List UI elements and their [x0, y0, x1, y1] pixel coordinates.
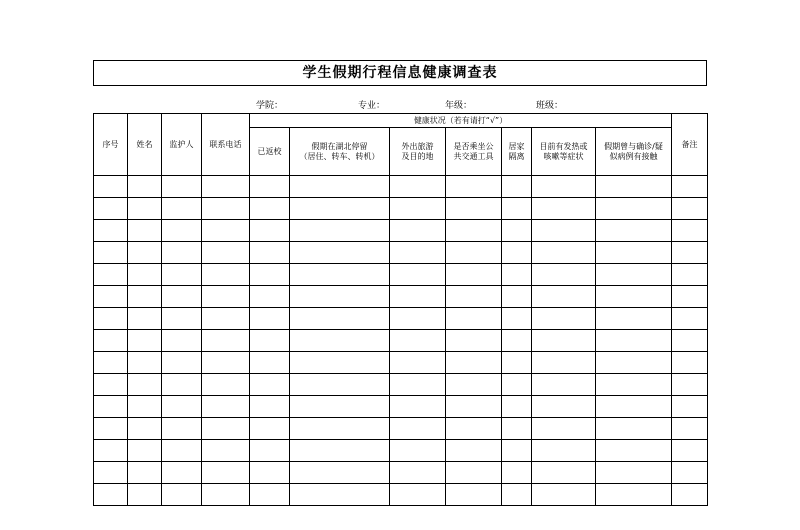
table-cell-fever_cough[interactable] [532, 330, 596, 352]
table-cell-hubei_stay[interactable] [290, 352, 390, 374]
table-cell-public_transport[interactable] [446, 242, 502, 264]
table-row [94, 198, 708, 220]
column-header-hubei-stay-label: 假期在湖北停留 （居住、转车、转机） [299, 141, 380, 161]
table-cell-contact_case[interactable] [596, 462, 672, 484]
table-cell-home_quarantine[interactable] [502, 462, 532, 484]
table-cell-returned[interactable] [250, 242, 290, 264]
table-cell-seq[interactable] [94, 264, 128, 286]
table-cell-travel[interactable] [390, 198, 446, 220]
table-cell-home_quarantine[interactable] [502, 198, 532, 220]
table-cell-contact_case[interactable] [596, 220, 672, 242]
table-cell-fever_cough[interactable] [532, 220, 596, 242]
table-cell-hubei_stay[interactable] [290, 418, 390, 440]
table-cell-home_quarantine[interactable] [502, 286, 532, 308]
table-cell-home_quarantine[interactable] [502, 484, 532, 506]
table-cell-guardian[interactable] [162, 396, 202, 418]
table-cell-name[interactable] [128, 352, 162, 374]
table-cell-public_transport[interactable] [446, 176, 502, 198]
column-header-contact-case [596, 128, 672, 176]
table-cell-contact_case[interactable] [596, 484, 672, 506]
table-cell-remark[interactable] [672, 440, 708, 462]
table-cell-hubei_stay[interactable] [290, 198, 390, 220]
table-cell-hubei_stay[interactable] [290, 308, 390, 330]
table-cell-name[interactable] [128, 242, 162, 264]
page-title: 学生假期行程信息健康调查表 [302, 65, 498, 81]
table-row [94, 418, 708, 440]
table-row [94, 176, 708, 198]
table-cell-home_quarantine[interactable] [502, 440, 532, 462]
table-cell-contact_case[interactable] [596, 396, 672, 418]
table-cell-remark[interactable] [672, 264, 708, 286]
table-cell-home_quarantine[interactable] [502, 330, 532, 352]
table-cell-seq[interactable] [94, 286, 128, 308]
table-cell-hubei_stay[interactable] [290, 440, 390, 462]
table-cell-travel[interactable] [390, 418, 446, 440]
table-cell-home_quarantine[interactable] [502, 418, 532, 440]
table-cell-phone[interactable] [202, 198, 250, 220]
table-cell-phone[interactable] [202, 462, 250, 484]
table-cell-hubei_stay[interactable] [290, 396, 390, 418]
table-cell-seq[interactable] [94, 220, 128, 242]
table-cell-home_quarantine[interactable] [502, 220, 532, 242]
table-cell-name[interactable] [128, 330, 162, 352]
table-cell-fever_cough[interactable] [532, 462, 596, 484]
table-cell-fever_cough[interactable] [532, 484, 596, 506]
table-cell-name[interactable] [128, 286, 162, 308]
table-row [94, 396, 708, 418]
column-header-travel-label: 外出旅游 及目的地 [401, 141, 434, 161]
table-cell-remark[interactable] [672, 374, 708, 396]
table-cell-hubei_stay[interactable] [290, 484, 390, 506]
table-cell-guardian[interactable] [162, 220, 202, 242]
table-cell-remark[interactable] [672, 484, 708, 506]
table-cell-returned[interactable] [250, 308, 290, 330]
table-cell-contact_case[interactable] [596, 374, 672, 396]
column-header-fever-cough [532, 128, 596, 176]
table-cell-public_transport[interactable] [446, 330, 502, 352]
table-cell-seq[interactable] [94, 176, 128, 198]
table-cell-name[interactable] [128, 264, 162, 286]
table-cell-phone[interactable] [202, 374, 250, 396]
table-cell-travel[interactable] [390, 484, 446, 506]
table-cell-phone[interactable] [202, 176, 250, 198]
table-cell-phone[interactable] [202, 396, 250, 418]
survey-table [93, 113, 708, 506]
table-cell-remark[interactable] [672, 462, 708, 484]
table-cell-remark[interactable] [672, 418, 708, 440]
table-cell-phone[interactable] [202, 242, 250, 264]
table-cell-hubei_stay[interactable] [290, 286, 390, 308]
table-cell-phone[interactable] [202, 484, 250, 506]
table-cell-contact_case[interactable] [596, 418, 672, 440]
table-cell-contact_case[interactable] [596, 440, 672, 462]
table-cell-home_quarantine[interactable] [502, 308, 532, 330]
table-cell-phone[interactable] [202, 440, 250, 462]
meta-field-college: 学院： [256, 100, 284, 111]
column-header-contact-case-label: 假期曾与确诊/疑 似病例有接触 [604, 141, 663, 161]
table-cell-travel[interactable] [390, 176, 446, 198]
table-cell-public_transport[interactable] [446, 308, 502, 330]
table-cell-name[interactable] [128, 462, 162, 484]
table-cell-contact_case[interactable] [596, 264, 672, 286]
table-cell-seq[interactable] [94, 374, 128, 396]
table-cell-public_transport[interactable] [446, 352, 502, 374]
table-cell-home_quarantine[interactable] [502, 396, 532, 418]
table-cell-public_transport[interactable] [446, 440, 502, 462]
table-cell-guardian[interactable] [162, 286, 202, 308]
table-cell-contact_case[interactable] [596, 330, 672, 352]
table-cell-contact_case[interactable] [596, 308, 672, 330]
table-cell-guardian[interactable] [162, 462, 202, 484]
column-header-phone: 联系电话 [202, 114, 250, 176]
column-header-name: 姓名 [128, 114, 162, 176]
table-cell-travel[interactable] [390, 462, 446, 484]
table-cell-travel[interactable] [390, 440, 446, 462]
table-row [94, 374, 708, 396]
column-header-returned-label: 已返校 [257, 146, 282, 156]
table-group-header-row [94, 114, 708, 128]
table-cell-fever_cough[interactable] [532, 242, 596, 264]
table-cell-seq[interactable] [94, 418, 128, 440]
table-row [94, 352, 708, 374]
table-cell-fever_cough[interactable] [532, 440, 596, 462]
table-cell-travel[interactable] [390, 242, 446, 264]
table-cell-hubei_stay[interactable] [290, 330, 390, 352]
table-cell-contact_case[interactable] [596, 286, 672, 308]
table-cell-name[interactable] [128, 484, 162, 506]
table-cell-phone[interactable] [202, 264, 250, 286]
table-row [94, 264, 708, 286]
table-row [94, 286, 708, 308]
table-cell-remark[interactable] [672, 242, 708, 264]
table-cell-returned[interactable] [250, 176, 290, 198]
table-cell-returned[interactable] [250, 286, 290, 308]
table-cell-travel[interactable] [390, 264, 446, 286]
table-cell-hubei_stay[interactable] [290, 264, 390, 286]
table-cell-returned[interactable] [250, 462, 290, 484]
table-cell-returned[interactable] [250, 484, 290, 506]
table-cell-fever_cough[interactable] [532, 176, 596, 198]
column-header-fever-cough-label: 目前有发热或 咳嗽等症状 [539, 141, 588, 161]
table-cell-seq[interactable] [94, 198, 128, 220]
table-cell-returned[interactable] [250, 264, 290, 286]
column-header-public-transport-label: 是否乘坐公 共交通工具 [453, 141, 494, 161]
table-cell-guardian[interactable] [162, 330, 202, 352]
table-row [94, 308, 708, 330]
table-cell-public_transport[interactable] [446, 374, 502, 396]
column-group-header-health: 健康状况（若有请打“√”） [250, 114, 672, 128]
table-cell-name[interactable] [128, 198, 162, 220]
table-cell-public_transport[interactable] [446, 286, 502, 308]
table-row [94, 462, 708, 484]
table-cell-returned[interactable] [250, 440, 290, 462]
table-cell-seq[interactable] [94, 484, 128, 506]
table-cell-phone[interactable] [202, 220, 250, 242]
table-cell-travel[interactable] [390, 286, 446, 308]
table-cell-returned[interactable] [250, 220, 290, 242]
table-cell-name[interactable] [128, 220, 162, 242]
table-cell-travel[interactable] [390, 308, 446, 330]
table-cell-home_quarantine[interactable] [502, 264, 532, 286]
table-cell-public_transport[interactable] [446, 418, 502, 440]
table-cell-seq[interactable] [94, 462, 128, 484]
table-cell-name[interactable] [128, 418, 162, 440]
table-cell-seq[interactable] [94, 308, 128, 330]
table-cell-guardian[interactable] [162, 374, 202, 396]
table-cell-home_quarantine[interactable] [502, 242, 532, 264]
document-title-box [93, 60, 707, 86]
table-cell-remark[interactable] [672, 352, 708, 374]
table-cell-returned[interactable] [250, 330, 290, 352]
table-row [94, 220, 708, 242]
meta-field-major: 专业： [358, 100, 386, 111]
table-cell-contact_case[interactable] [596, 176, 672, 198]
table-cell-guardian[interactable] [162, 308, 202, 330]
table-cell-phone[interactable] [202, 418, 250, 440]
table-row [94, 242, 708, 264]
table-cell-name[interactable] [128, 440, 162, 462]
table-cell-returned[interactable] [250, 396, 290, 418]
table-cell-name[interactable] [128, 176, 162, 198]
table-cell-public_transport[interactable] [446, 220, 502, 242]
table-cell-contact_case[interactable] [596, 198, 672, 220]
table-cell-fever_cough[interactable] [532, 352, 596, 374]
meta-field-row [93, 97, 707, 111]
table-cell-fever_cough[interactable] [532, 308, 596, 330]
column-header-seq: 序号 [94, 114, 128, 176]
table-cell-guardian[interactable] [162, 418, 202, 440]
table-cell-remark[interactable] [672, 198, 708, 220]
table-cell-seq[interactable] [94, 352, 128, 374]
table-cell-travel[interactable] [390, 396, 446, 418]
table-cell-name[interactable] [128, 308, 162, 330]
table-cell-returned[interactable] [250, 374, 290, 396]
table-cell-remark[interactable] [672, 220, 708, 242]
table-cell-public_transport[interactable] [446, 396, 502, 418]
table-cell-seq[interactable] [94, 330, 128, 352]
table-cell-returned[interactable] [250, 198, 290, 220]
table-cell-hubei_stay[interactable] [290, 176, 390, 198]
column-header-guardian: 监护人 [162, 114, 202, 176]
table-cell-travel[interactable] [390, 220, 446, 242]
table-cell-fever_cough[interactable] [532, 286, 596, 308]
table-cell-travel[interactable] [390, 374, 446, 396]
table-cell-travel[interactable] [390, 330, 446, 352]
table-cell-returned[interactable] [250, 418, 290, 440]
table-cell-guardian[interactable] [162, 176, 202, 198]
table-cell-home_quarantine[interactable] [502, 374, 532, 396]
table-cell-guardian[interactable] [162, 352, 202, 374]
table-cell-phone[interactable] [202, 330, 250, 352]
table-cell-remark[interactable] [672, 308, 708, 330]
table-cell-home_quarantine[interactable] [502, 176, 532, 198]
table-cell-public_transport[interactable] [446, 484, 502, 506]
table-cell-hubei_stay[interactable] [290, 462, 390, 484]
table-cell-guardian[interactable] [162, 264, 202, 286]
table-cell-name[interactable] [128, 374, 162, 396]
table-cell-fever_cough[interactable] [532, 396, 596, 418]
table-cell-seq[interactable] [94, 242, 128, 264]
table-cell-remark[interactable] [672, 330, 708, 352]
table-cell-phone[interactable] [202, 308, 250, 330]
table-cell-public_transport[interactable] [446, 264, 502, 286]
table-cell-phone[interactable] [202, 352, 250, 374]
table-cell-public_transport[interactable] [446, 462, 502, 484]
column-header-hubei-stay [290, 128, 390, 176]
table-cell-remark[interactable] [672, 396, 708, 418]
table-cell-travel[interactable] [390, 352, 446, 374]
table-row [94, 484, 708, 506]
table-cell-guardian[interactable] [162, 440, 202, 462]
table-cell-guardian[interactable] [162, 198, 202, 220]
table-cell-returned[interactable] [250, 352, 290, 374]
table-cell-remark[interactable] [672, 176, 708, 198]
meta-field-grade: 年级： [445, 100, 473, 111]
survey-table-body [94, 176, 708, 506]
table-cell-fever_cough[interactable] [532, 418, 596, 440]
table-cell-contact_case[interactable] [596, 352, 672, 374]
table-cell-seq[interactable] [94, 440, 128, 462]
table-cell-seq[interactable] [94, 396, 128, 418]
column-header-public-transport [446, 128, 502, 176]
table-cell-contact_case[interactable] [596, 242, 672, 264]
table-cell-public_transport[interactable] [446, 198, 502, 220]
table-row [94, 330, 708, 352]
table-cell-fever_cough[interactable] [532, 374, 596, 396]
table-row [94, 440, 708, 462]
table-cell-remark[interactable] [672, 286, 708, 308]
table-cell-hubei_stay[interactable] [290, 374, 390, 396]
column-header-home-quarantine-label: 居家 隔离 [508, 141, 525, 161]
column-header-remark: 备注 [672, 114, 708, 176]
table-cell-home_quarantine[interactable] [502, 352, 532, 374]
table-cell-fever_cough[interactable] [532, 198, 596, 220]
table-cell-phone[interactable] [202, 286, 250, 308]
table-cell-hubei_stay[interactable] [290, 242, 390, 264]
table-cell-hubei_stay[interactable] [290, 220, 390, 242]
table-cell-guardian[interactable] [162, 242, 202, 264]
column-header-travel [390, 128, 446, 176]
table-cell-fever_cough[interactable] [532, 264, 596, 286]
table-cell-guardian[interactable] [162, 484, 202, 506]
column-header-returned [250, 128, 290, 176]
meta-field-class: 班级： [536, 100, 564, 111]
column-header-home-quarantine [502, 128, 532, 176]
table-cell-name[interactable] [128, 396, 162, 418]
